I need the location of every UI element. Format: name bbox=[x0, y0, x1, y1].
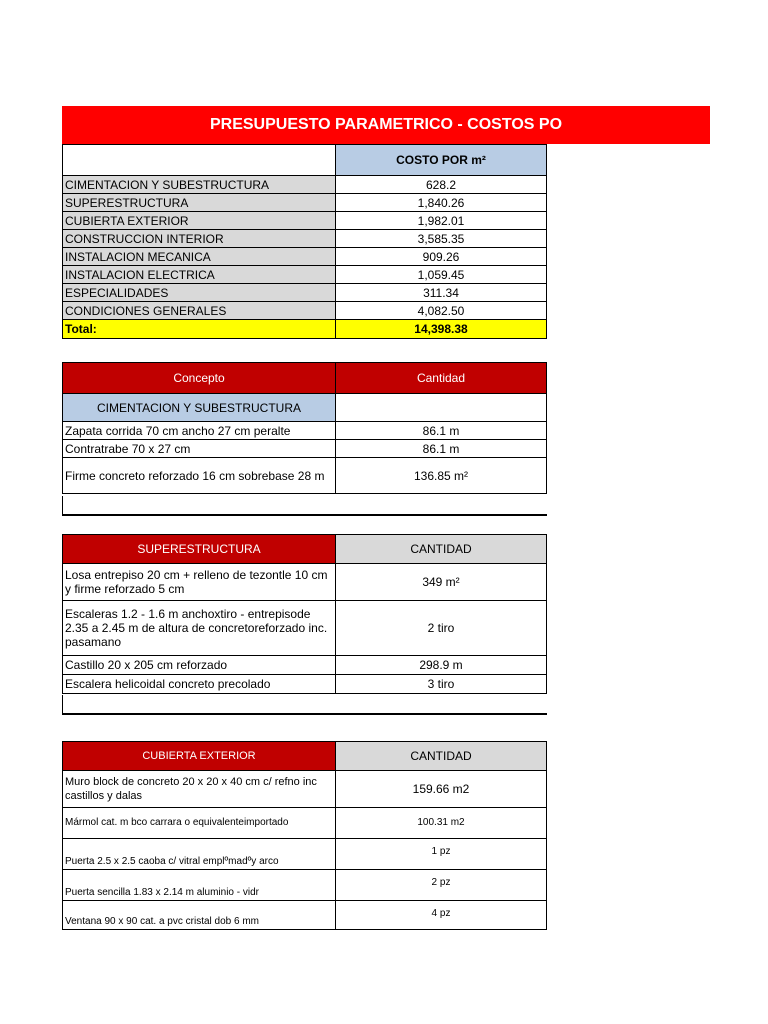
summary-row-label: SUPERESTRUCTURA bbox=[63, 194, 336, 212]
item-label: Firme concreto reforzado 16 cm sobrebase 28 m bbox=[63, 458, 336, 494]
concept-header: Concepto bbox=[63, 363, 336, 394]
row-separator bbox=[62, 695, 547, 715]
concept-header: CUBIERTA EXTERIOR bbox=[63, 742, 336, 771]
quantity-header: CANTIDAD bbox=[336, 535, 547, 564]
item-quantity: 349 m² bbox=[336, 564, 547, 601]
item-label: Escaleras 1.2 - 1.6 m anchoxtiro - entrepisode 2.35 a 2.45 m de altura de concretoreforzado inc. pasamano bbox=[63, 601, 336, 656]
summary-row-label: ESPECIALIDADES bbox=[63, 284, 336, 302]
summary-row-value: 1,982.01 bbox=[336, 212, 547, 230]
summary-table bbox=[62, 144, 546, 339]
section-subheader: CIMENTACION Y SUBESTRUCTURA bbox=[63, 394, 336, 422]
superestructura-table bbox=[62, 534, 546, 694]
item-quantity: 4 pz bbox=[336, 901, 547, 930]
summary-row-value: 311.34 bbox=[336, 284, 547, 302]
item-quantity: 1 pz bbox=[336, 839, 547, 870]
item-quantity: 2 pz bbox=[336, 870, 547, 901]
row-separator bbox=[62, 496, 547, 516]
summary-row-value: 1,059.45 bbox=[336, 266, 547, 284]
item-quantity: 159.66 m2 bbox=[336, 771, 547, 808]
summary-row-value: 1,840.26 bbox=[336, 194, 547, 212]
item-quantity: 2 tiro bbox=[336, 601, 547, 656]
summary-row-value: 909.26 bbox=[336, 248, 547, 266]
cimentacion-table bbox=[62, 362, 546, 494]
item-label: Losa entrepiso 20 cm + relleno de tezontle 10 cm y firme reforzado 5 cm bbox=[63, 564, 336, 601]
item-quantity: 298.9 m bbox=[336, 656, 547, 675]
summary-row-label: CONDICIONES GENERALES bbox=[63, 302, 336, 320]
item-quantity: 100.31 m2 bbox=[336, 808, 547, 839]
item-label: Zapata corrida 70 cm ancho 27 cm peralte bbox=[63, 422, 336, 440]
item-quantity: 86.1 m bbox=[336, 440, 547, 458]
summary-row-label: CIMENTACION Y SUBESTRUCTURA bbox=[63, 176, 336, 194]
item-label: Contratrabe 70 x 27 cm bbox=[63, 440, 336, 458]
summary-header-blank bbox=[63, 145, 336, 176]
item-label: Muro block de concreto 20 x 20 x 40 cm c/ refno inc castillos y dalas bbox=[63, 771, 336, 808]
quantity-header: Cantidad bbox=[336, 363, 547, 394]
sheet-title: PRESUPUESTO PARAMETRICO - COSTOS PO bbox=[62, 106, 710, 144]
item-quantity: 86.1 m bbox=[336, 422, 547, 440]
summary-row-value: 4,082.50 bbox=[336, 302, 547, 320]
total-label: Total: bbox=[63, 320, 336, 339]
summary-row-value: 628.2 bbox=[336, 176, 547, 194]
item-label: Escalera helicoidal concreto precolado bbox=[63, 675, 336, 694]
summary-row-label: CUBIERTA EXTERIOR bbox=[63, 212, 336, 230]
item-label: Castillo 20 x 205 cm reforzado bbox=[63, 656, 336, 675]
summary-row-value: 3,585.35 bbox=[336, 230, 547, 248]
item-label: Puerta 2.5 x 2.5 caoba c/ vitral emplºmadºy arco bbox=[63, 839, 336, 870]
section-subheader-blank bbox=[336, 394, 547, 422]
summary-row-label: CONSTRUCCION INTERIOR bbox=[63, 230, 336, 248]
item-label: Mármol cat. m bco carrara o equivalenteimportado bbox=[63, 808, 336, 839]
cubierta-exterior-table bbox=[62, 741, 546, 930]
summary-row-label: INSTALACION MECANICA bbox=[63, 248, 336, 266]
summary-cost-header: COSTO POR m² bbox=[336, 145, 547, 176]
item-quantity: 3 tiro bbox=[336, 675, 547, 694]
total-value: 14,398.38 bbox=[336, 320, 547, 339]
item-label: Ventana 90 x 90 cat. a pvc cristal dob 6 mm bbox=[63, 901, 336, 930]
item-quantity: 136.85 m² bbox=[336, 458, 547, 494]
item-label: Puerta sencilla 1.83 x 2.14 m aluminio - vidr bbox=[63, 870, 336, 901]
quantity-header: CANTIDAD bbox=[336, 742, 547, 771]
concept-header: SUPERESTRUCTURA bbox=[63, 535, 336, 564]
summary-row-label: INSTALACION ELECTRICA bbox=[63, 266, 336, 284]
